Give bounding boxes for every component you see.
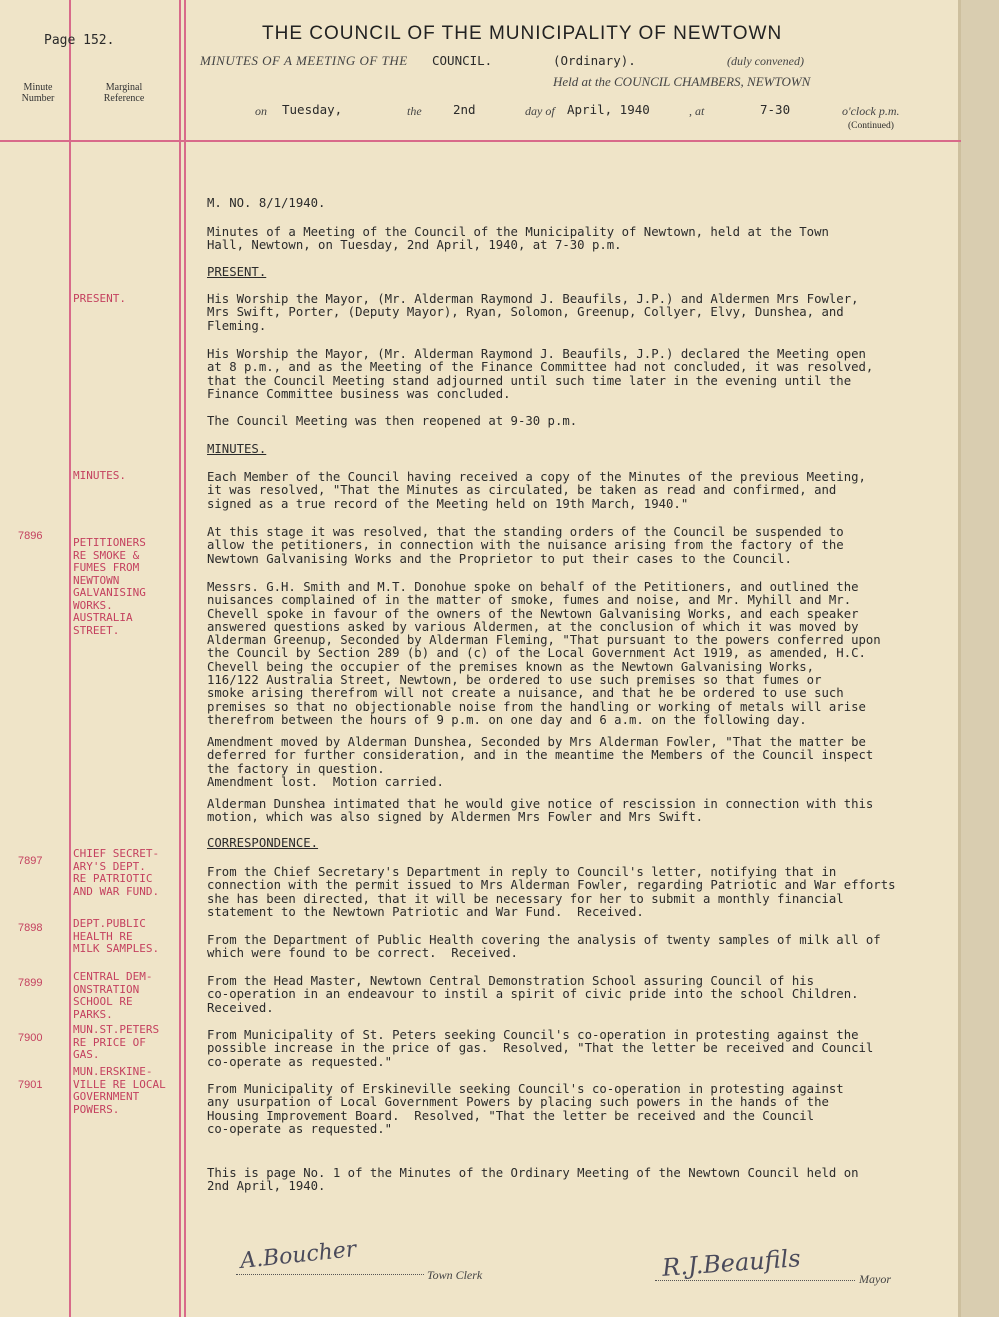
day-of-label: day of [525, 104, 555, 118]
minute-number-7899: 7899 [18, 977, 43, 989]
continued-label: (Continued) [848, 121, 894, 131]
clerk-signature: A.Boucher [239, 1236, 358, 1275]
item-7896-para3: Amendment moved by Alderman Dunshea, Seconded by Mrs Alderman Fowler, "That the matter be deferred for further consideration, and in the meantime the Members of the Council inspect the factory in question. Amendment lost. Motion carried. [207, 735, 874, 789]
page-edge [961, 0, 999, 1317]
item-7899-text: From the Head Master, Newtown Central Demonstration School assuring Council of his co-operation in an endeavour to instil a spirit of civic pride into the school Children. Received. [207, 974, 859, 1015]
on-label: on [255, 104, 267, 118]
minute-number-7901: 7901 [18, 1079, 43, 1091]
margin-present: PRESENT. [73, 292, 126, 305]
col-minute-number: Minute Number [21, 82, 55, 104]
council-title: THE COUNCIL OF THE MUNICIPALITY OF NEWTOWN [262, 23, 783, 44]
mayor-label: Mayor [859, 1272, 891, 1286]
meeting-date: 2nd [453, 102, 476, 117]
item-7901-text: From Municipality of Erskineville seeking Council's co-operation in protesting against any usurpation of Local Government Powers by placing such powers in the hands of the Housing Improvement Board. Resolved, "That the letter be received and the Council co-operate as requested." [207, 1082, 844, 1136]
minute-number-7900: 7900 [18, 1032, 43, 1044]
present-heading: PRESENT. [207, 265, 267, 279]
margin-rule-3 [184, 0, 186, 1317]
present-paragraph: His Worship the Mayor, (Mr. Alderman Raymond J. Beaufils, J.P.) and Aldermen Mrs Fowler, Mrs Swift, Porter, (Deputy Mayor), Ryan, Solomon, Greenup, Collyer, Elvy, Dunshea, and Fleming. [207, 292, 859, 333]
held-at: Held at the COUNCIL CHAMBERS, NEWTOWN [553, 74, 811, 89]
the-label: the [407, 104, 422, 118]
margin-7901: MUN.ERSKINE- VILLE RE LOCAL GOVERNMENT POWERS. [73, 1065, 166, 1116]
month-year: April, 1940 [567, 102, 650, 117]
council-word: COUNCIL. [432, 53, 493, 68]
oclock-label: o'clock p.m. [842, 104, 900, 118]
at-label: , at [689, 104, 705, 118]
page-note: This is page No. 1 of the Minutes of the Ordinary Meeting of the Newtown Council held on 2nd April, 1940. [207, 1166, 859, 1194]
reopened-paragraph: The Council Meeting was then reopened at 9-30 p.m. [207, 414, 578, 428]
item-7896-para4: Alderman Dunshea intimated that he would give notice of rescission in connection with this motion, which was also signed by Aldermen Mrs Fowler and Mrs Swift. [207, 797, 874, 825]
minute-reference: M. NO. 8/1/1940. [207, 196, 326, 210]
header-rule [0, 140, 961, 142]
clerk-signature-line [236, 1274, 424, 1275]
minutes-label: MINUTES OF A MEETING OF THE [200, 53, 408, 68]
margin-7899: CENTRAL DEM- ONSTRATION SCHOOL RE PARKS. [73, 970, 153, 1021]
item-7900-text: From Municipality of St. Peters seeking Council's co-operation in protesting against the possible increase in the price of gas. Resolved, "That the letter be received and Council co-operate as requested." [207, 1028, 874, 1069]
page-number: Page 152. [44, 33, 115, 48]
margin-rule-1 [69, 0, 71, 1317]
margin-7900: MUN.ST.PETERS RE PRICE OF GAS. [73, 1023, 160, 1061]
margin-7896: PETITIONERS RE SMOKE & FUMES FROM NEWTOWN GALVANISING WORKS. AUSTRALIA STREET. [73, 536, 146, 637]
margin-7897: CHIEF SECRET- ARY'S DEPT. RE PATRIOTIC AND WAR FUND. [73, 847, 160, 898]
town-clerk-label: Town Clerk [427, 1268, 483, 1282]
correspondence-heading: CORRESPONDENCE. [207, 836, 319, 850]
minutes-heading: MINUTES. [207, 442, 267, 456]
minute-number-7896: 7896 [18, 530, 43, 542]
mayor-signature: R.J.Beaufils [661, 1244, 802, 1282]
minute-number-7897: 7897 [18, 855, 43, 867]
margin-minutes: MINUTES. [73, 469, 126, 482]
item-7896-para2: Messrs. G.H. Smith and M.T. Donohue spoke on behalf of the Petitioners, and outlined the nuisances complained of in the matter of smoke, fumes and noise, and Mr. Myhill and Mr. Chevell spoke in favour of the owners of the Newtown Galvanising Works, and each speaker answered questions asked by various Aldermen, at the conclusion of which it was moved by Alderman Greenup, Seconded by Alderman Fleming, "That pursuant to the powers conferred upon the Council by Section 289 (b) and (c) of the Local Government Act 1919, as amended, H.C. Chevell being the occupier of the premises known as the Newtown Galvanising Works, 116/122 Australia Street, Newtown, be ordered to use such premises so that fumes or smoke arising therefrom will not create a nuisance, and that he be ordered to use such premises so that no objectionable noise from the handling or working of metals will arise therefrom between the hours of 9 p.m. on one day and 6 a.m. on the following day. [207, 580, 881, 727]
item-7896-para1: At this stage it was resolved, that the standing orders of the Council be suspended to allow the petitioners, in connection with the nuisance arising from the factory of the Newtown Galvanising Works and the Proprietor to put their cases to the Council. [207, 525, 844, 566]
margin-7898: DEPT.PUBLIC HEALTH RE MILK SAMPLES. [73, 917, 160, 955]
duly-convened: (duly convened) [727, 54, 804, 68]
minutes-paragraph: Each Member of the Council having received a copy of the Minutes of the previous Meeting, it was resolved, "That the Minutes as circulated, be taken as read and confirmed, and signed as a true record of the Meeting held on 19th March, 1940." [207, 470, 866, 511]
mayor-signature-line [655, 1280, 855, 1281]
opening-paragraph: His Worship the Mayor, (Mr. Alderman Raymond J. Beaufils, J.P.) declared the Meeting open at 8 p.m., and as the Meeting of the Finance Committee had not concluded, it was resolved, that the Council Meeting stand adjourned until such time later in the evening until the Finance Committee business was concluded. [207, 347, 874, 401]
meeting-time: 7-30 [760, 102, 791, 117]
page-edge-shadow [958, 0, 961, 1317]
col-marginal-reference: Marginal Reference [103, 82, 145, 104]
item-7897-text: From the Chief Secretary's Department in reply to Council's letter, notifying that in connection with the permit issued to Mrs Alderman Fowler, regarding Patriotic and War efforts she has been directed, that it will be necessary for her to submit a monthly financial statement to the Newtown Patriotic and War Fund. Received. [207, 865, 896, 919]
meeting-type: (Ordinary). [553, 53, 636, 68]
minute-number-7898: 7898 [18, 922, 43, 934]
intro-paragraph: Minutes of a Meeting of the Council of the Municipality of Newtown, held at the Town Hall, Newtown, on Tuesday, 2nd April, 1940, at 7-30 p.m. [207, 225, 829, 253]
item-7898-text: From the Department of Public Health covering the analysis of twenty samples of milk all of which were found to be correct. Received. [207, 933, 881, 961]
day-name: Tuesday, [282, 102, 343, 117]
margin-rule-2 [179, 0, 181, 1317]
